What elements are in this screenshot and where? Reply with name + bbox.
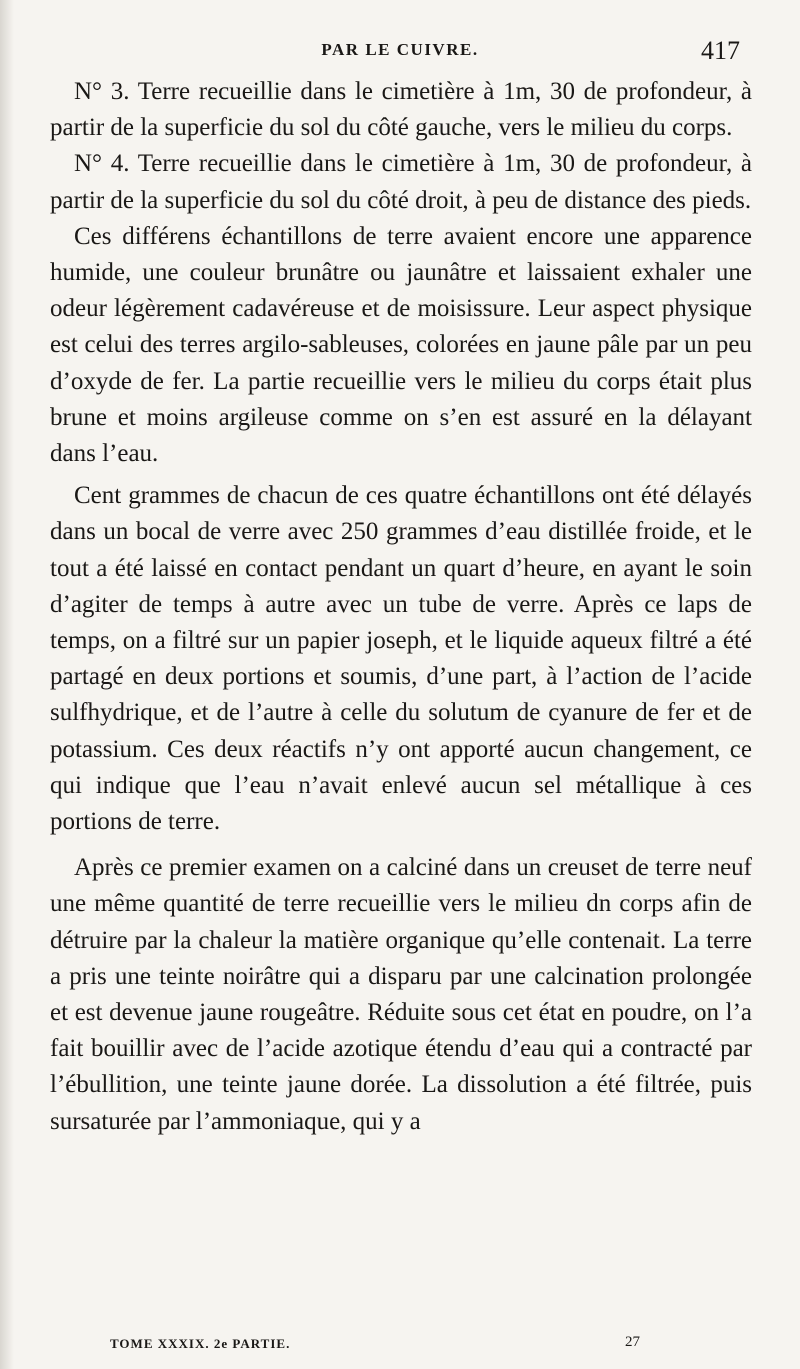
paragraph-sample-3: N° 3. Terre recueillie dans le cimetière à 1m, 30 de profondeur, à partir de la superficie du sol du côté gauche, vers le milieu du corps. [50, 78, 752, 142]
page-number: 417 [701, 36, 740, 65]
paragraph-calcination: Après ce premier examen on a calciné dans un creuset de terre neuf une même quantité de terre recueillie vers le milieu dn corps afin de détruire par la chaleur la matière organique qu’elle contenait. La terre a pris une teinte noirâtre qui a disparu par une calcination prolongée et est devenue jaune rougeâtre. Réduite sous cet état en poudre, on l’a fait bouillir avec de l’acide azotique étendu d’eau qui a contracté par l’ébullition, une teinte jaune dorée. La dissolution a été filtrée, puis sursaturée par l’ammoniaque, qui y a [50, 854, 752, 1135]
paragraph-water-test: Cent grammes de chacun de ces quatre échantillons ont été délayés dans un bocal de verre avec 250 grammes d’eau distillée froide, et le tout a été laissé en contact pendant un quart d’heure, en ayant le soin d’agiter de temps à autre avec un tube de verre. Après ce laps de temps, on a filtré sur un papier joseph, et le liquide aqueux filtré a été partagé en deux portions et soumis, d’une part, à l’action de l’acide sulfhydrique, et de l’autre à celle du solutum de cyanure de fer et de potassium. Ces deux réactifs n’y ont apporté aucun changement, ce qui indique que l’eau n’avait enlevé aucun sel métallique à ces portions de terre. [50, 482, 752, 836]
running-title: PAR LE CUIVRE. [321, 40, 479, 59]
page-footer [0, 1336, 800, 1360]
paragraph-description: Ces différens échantillons de terre avaient encore une apparence humide, une couleur brunâtre ou jaunâtre et laissaient exhaler une odeur légèrement cadavéreuse et de moisissure. Leur aspect physique est celui des terres argilo-sableuses, colorées en jaune pâle par un peu d’oxyde de fer. La partie recueillie vers le milieu du corps était plus brune et moins argileuse comme on s’en est assuré en la délayant dans l’eau. [50, 222, 752, 468]
page-header [0, 36, 800, 70]
paragraph-sample-4: N° 4. Terre recueillie dans le cimetière à 1m, 30 de profondeur, à partir de la superficie du sol du côté droit, à peu de distance des pieds. [50, 150, 752, 214]
signature-line: TOME XXXIX. 2e PARTIE. [110, 1336, 291, 1351]
sheet-number: 27 [625, 1334, 640, 1350]
body-text [50, 74, 752, 1140]
